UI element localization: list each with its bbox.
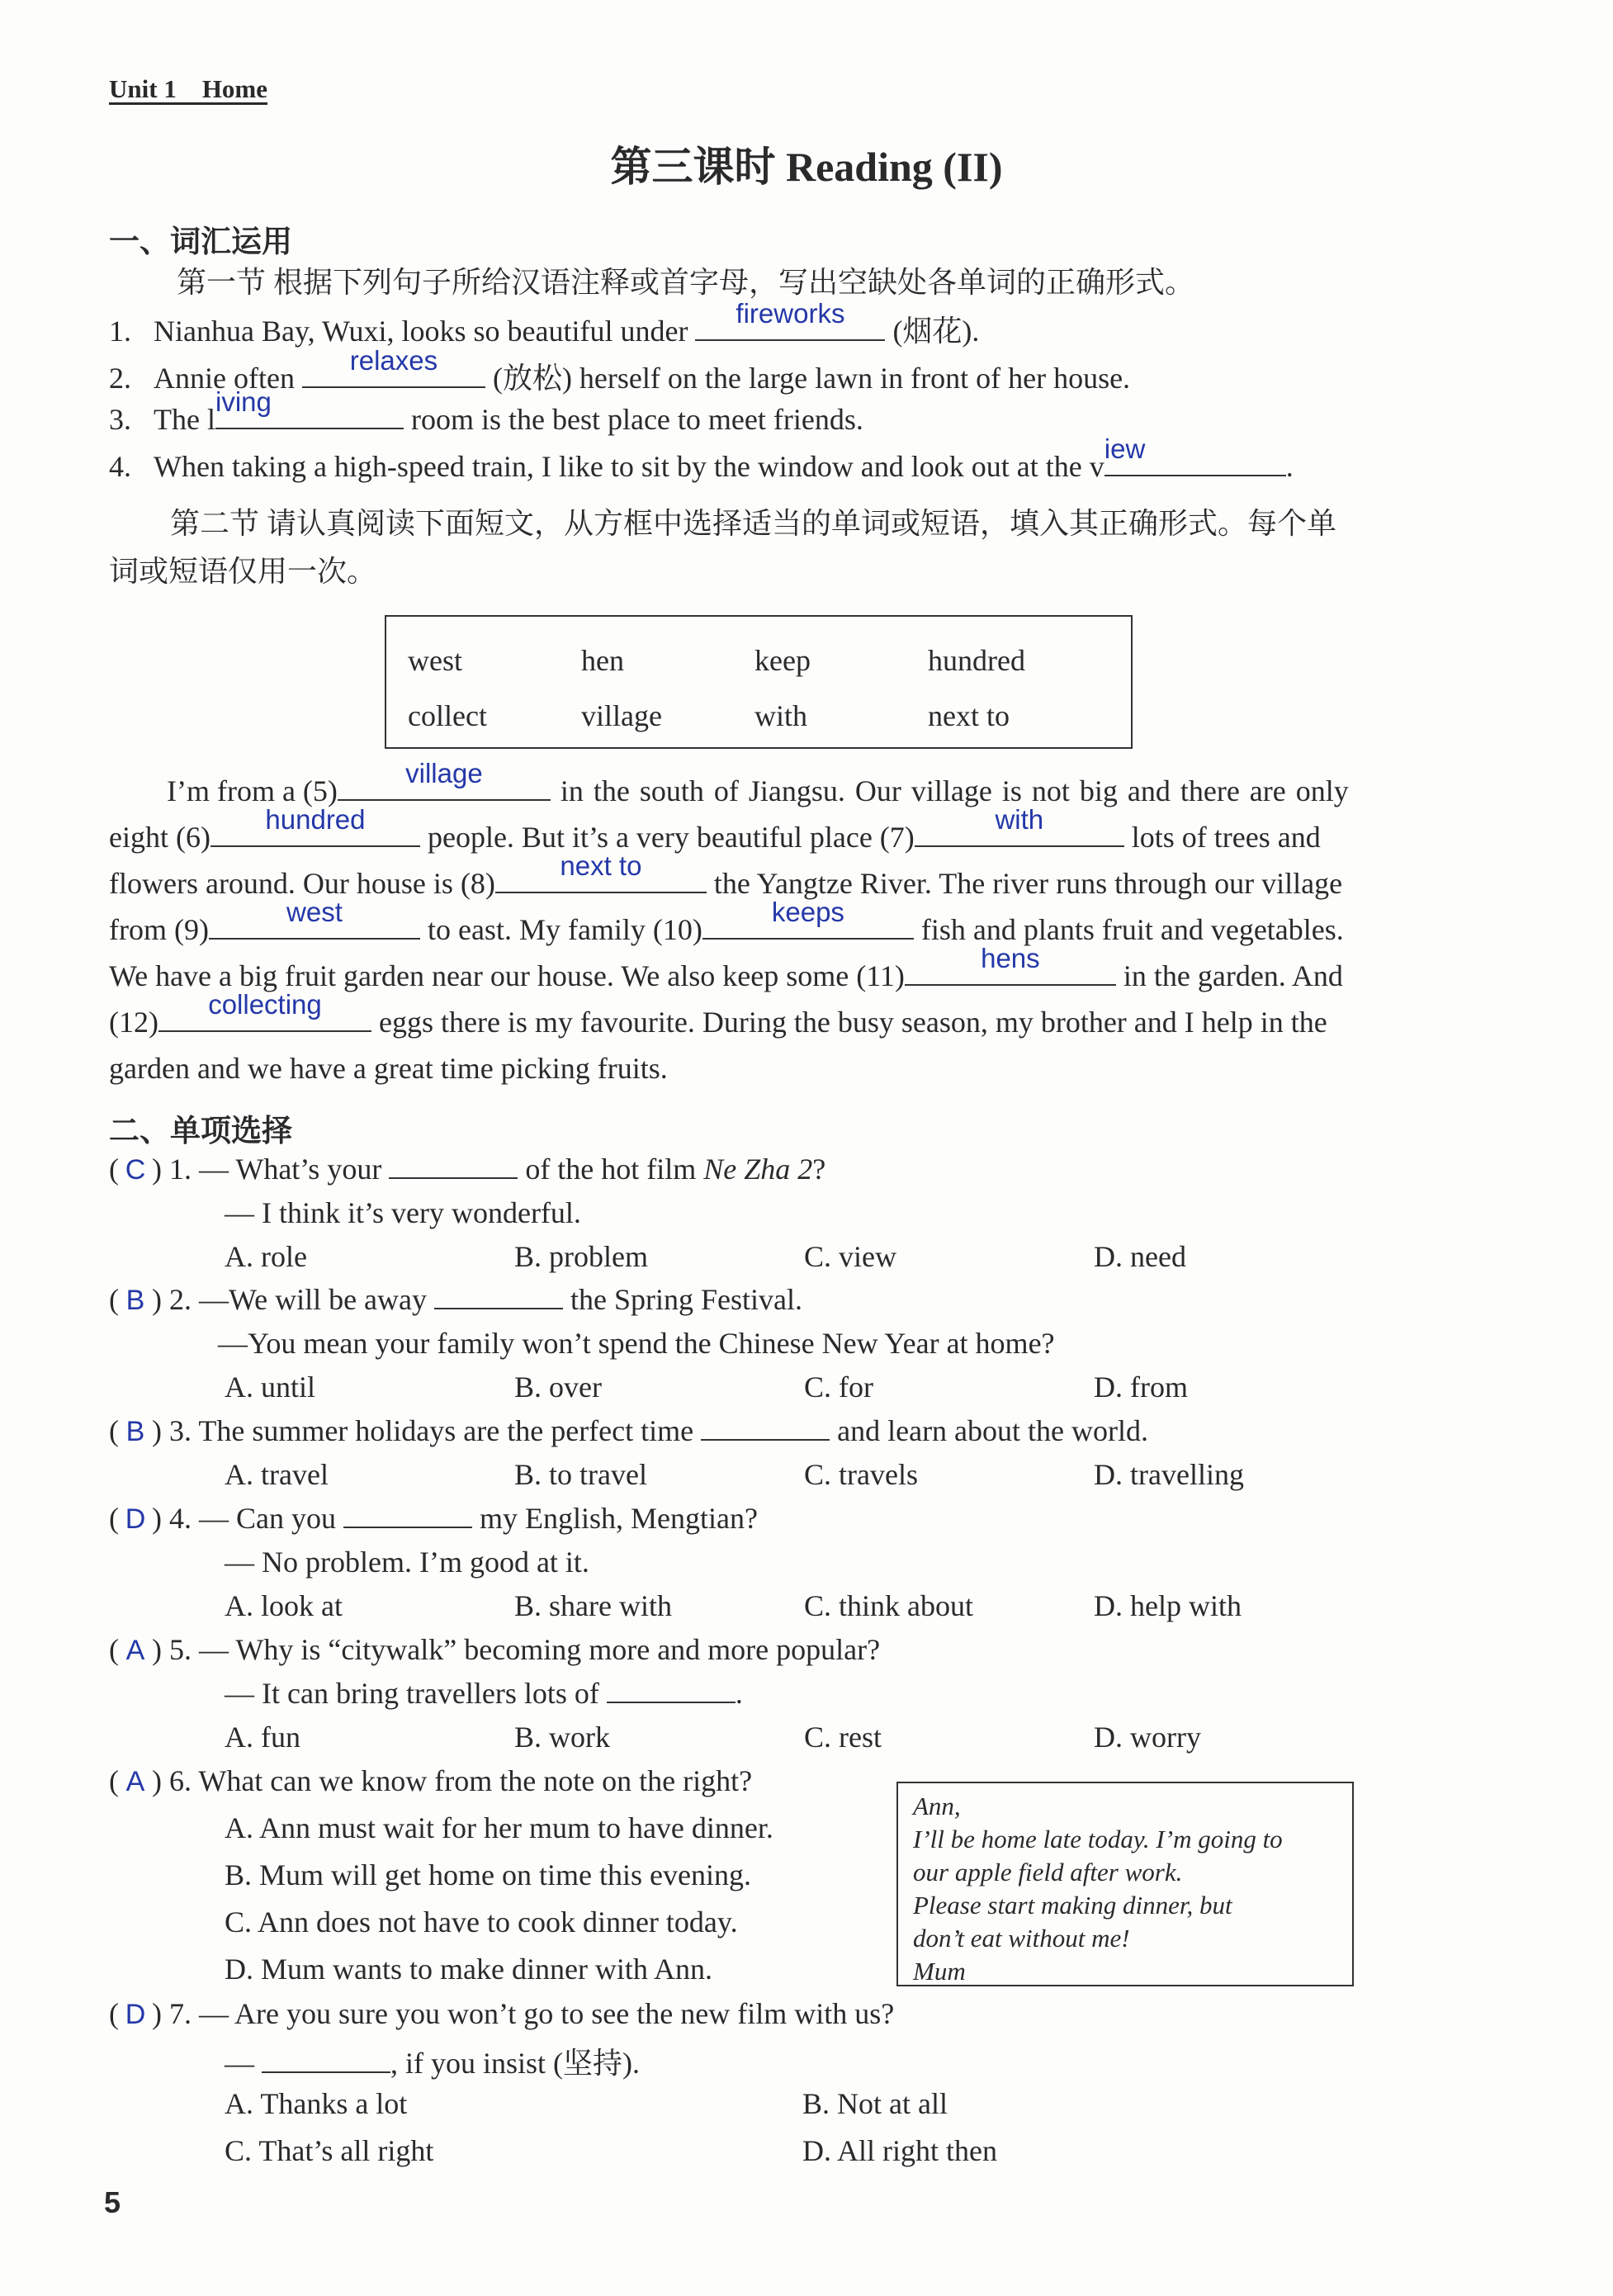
- question-3: ( B ) 3. The summer holidays are the perfect time and learn about the world.: [109, 1414, 1148, 1447]
- note-box: [896, 1782, 1354, 1986]
- option-c: C. Ann does not have to cook dinner today.: [225, 1905, 738, 1939]
- question-7: ( D ) 7. — Are you sure you won’t go to see the new film with us?: [109, 1997, 895, 2030]
- option-a: A. Ann must wait for her mum to have dinner.: [225, 1811, 773, 1844]
- option-b: B. to travel: [514, 1458, 647, 1491]
- passage-line: from (9) west to east. My family (10) keeps fish and plants fruit and vegetables.: [109, 897, 1344, 946]
- vocab-item: 3. The l iving room is the best place to meet friends.: [109, 386, 863, 436]
- answer-blank[interactable]: relaxes: [302, 362, 485, 388]
- option-c: C. travels: [804, 1458, 918, 1491]
- answer-choice[interactable]: B: [125, 1285, 145, 1316]
- option-d: D. All right then: [802, 2134, 997, 2167]
- passage-line: I’m from a (5) village in the south of Jiangsu. Our village is not big and there are only: [167, 758, 1349, 807]
- part2-instruction-cont: 词或短语仅用一次。: [109, 555, 377, 588]
- passage-line: eight (6) hundred people. But it’s a very beautiful place (7) with lots of trees and: [109, 804, 1321, 854]
- option-b: B. over: [514, 1370, 602, 1404]
- answer-blank[interactable]: iew: [1105, 450, 1286, 476]
- option-b: B. Not at all: [802, 2087, 948, 2120]
- part1-instruction: 第一节 根据下列句子所给汉语注释或首字母，写出空缺处各单词的正确形式。: [177, 266, 1195, 299]
- option-a: A. Thanks a lot: [225, 2087, 408, 2120]
- question-2: ( B ) 2. —We will be away the Spring Festival.: [109, 1283, 803, 1316]
- answer-blank[interactable]: [262, 2048, 390, 2073]
- option-d: D. help with: [1094, 1589, 1242, 1622]
- question-4-line2: — No problem. I’m good at it.: [225, 1546, 589, 1579]
- answer-blank[interactable]: [434, 1285, 563, 1309]
- word-option: keep: [754, 644, 811, 677]
- answer-blank[interactable]: [343, 1503, 472, 1528]
- option-d: D. Mum wants to make dinner with Ann.: [225, 1953, 712, 1986]
- answer-blank[interactable]: [607, 1678, 736, 1703]
- answer-choice[interactable]: D: [125, 1999, 146, 2030]
- option-a: A. until: [225, 1370, 316, 1404]
- option-a: A. travel: [225, 1458, 329, 1491]
- option-c: C. That’s all right: [225, 2134, 434, 2167]
- passage-line: We have a big fruit garden near our house. We also keep some (11) hens in the garden. And: [109, 943, 1343, 992]
- option-d: D. from: [1094, 1370, 1188, 1404]
- answer-blank[interactable]: village: [338, 774, 551, 801]
- note-line: Ann,: [913, 1792, 961, 1820]
- word-option: village: [581, 699, 662, 732]
- answer-choice[interactable]: B: [125, 1416, 145, 1447]
- answer-choice[interactable]: C: [125, 1154, 146, 1186]
- option-b: B. share with: [514, 1589, 672, 1622]
- answer-blank[interactable]: fireworks: [695, 315, 885, 341]
- answer-choice[interactable]: D: [125, 1503, 146, 1535]
- part2-instruction: 第二节 请认真阅读下面短文，从方框中选择适当的单词或短语，填入其正确形式。每个单: [170, 507, 1337, 540]
- answer-blank[interactable]: next to: [495, 867, 707, 893]
- question-6: ( A ) 6. What can we know from the note on the right?: [109, 1764, 753, 1797]
- question-1-line2: — I think it’s very wonderful.: [225, 1196, 581, 1229]
- word-option: west: [408, 644, 462, 677]
- option-c: C. rest: [804, 1721, 882, 1754]
- note-line: Mum: [913, 1957, 966, 1986]
- note-line: our apple field after work.: [913, 1858, 1183, 1887]
- page-title: 第三课时 Reading (II): [610, 144, 1003, 190]
- question-7-line2: — , if you insist (坚持).: [225, 2047, 640, 2080]
- question-5: ( A ) 5. — Why is “citywalk” becoming more and more popular?: [109, 1633, 881, 1666]
- word-option: hen: [581, 644, 624, 677]
- word-option: next to: [928, 699, 1010, 732]
- option-d: D. travelling: [1094, 1458, 1244, 1491]
- option-a: A. look at: [225, 1589, 343, 1622]
- vocab-item: 1. Nianhua Bay, Wuxi, looks so beautiful under fireworks (烟花).: [109, 298, 980, 348]
- answer-blank[interactable]: keeps: [702, 913, 914, 940]
- option-a: A. fun: [225, 1721, 300, 1754]
- question-4: ( D ) 4. — Can you my English, Mengtian?: [109, 1502, 758, 1535]
- note-line: Please start making dinner, but: [913, 1891, 1232, 1920]
- word-option: collect: [408, 699, 487, 732]
- answer-blank[interactable]: [701, 1416, 830, 1441]
- option-b: B. problem: [514, 1240, 648, 1273]
- section-heading-vocabulary: 一、词汇运用: [109, 225, 292, 259]
- page-number: 5: [104, 2185, 121, 2219]
- option-c: C. for: [804, 1370, 873, 1404]
- answer-blank[interactable]: hundred: [210, 821, 420, 847]
- option-d: D. worry: [1094, 1721, 1201, 1754]
- question-5-line2: — It can bring travellers lots of .: [225, 1677, 743, 1710]
- question-2-line2: —You mean your family won’t spend the Chinese New Year at home?: [218, 1327, 1055, 1360]
- option-c: C. view: [804, 1240, 896, 1273]
- option-b: B. Mum will get home on time this evening.: [225, 1858, 751, 1891]
- vocab-item: 2. Annie often relaxes (放松) herself on the large lawn in front of her house.: [109, 345, 1131, 395]
- note-line: I’ll be home late today. I’m going to: [913, 1825, 1283, 1853]
- option-b: B. work: [514, 1721, 610, 1754]
- section-heading-multiple-choice: 二、单项选择: [109, 1115, 292, 1148]
- option-c: C. think about: [804, 1589, 973, 1622]
- word-option: with: [754, 699, 808, 732]
- answer-blank[interactable]: iving: [215, 403, 404, 429]
- answer-choice[interactable]: A: [125, 1766, 145, 1797]
- answer-blank[interactable]: collecting: [158, 1006, 371, 1032]
- passage-line: flowers around. Our house is (8) next to the Yangtze River. The river runs through our village: [109, 850, 1343, 900]
- answer-blank[interactable]: west: [209, 913, 420, 940]
- unit-header: Unit 1 Home: [109, 74, 268, 103]
- option-a: A. role: [225, 1240, 307, 1273]
- answer-choice[interactable]: A: [125, 1635, 145, 1666]
- answer-blank[interactable]: hens: [905, 959, 1116, 986]
- vocab-item: 4. When taking a high-speed train, I like to sit by the window and look out at the v iew .: [109, 433, 1294, 483]
- note-line: don’t eat without me!: [913, 1924, 1130, 1953]
- question-1: ( C ) 1. — What’s your of the hot film Ne Zha 2?: [109, 1153, 826, 1186]
- answer-blank[interactable]: [389, 1154, 518, 1179]
- passage-line: garden and we have a great time picking fruits.: [109, 1052, 668, 1085]
- option-d: D. need: [1094, 1240, 1186, 1273]
- answer-blank[interactable]: with: [915, 821, 1124, 847]
- word-option: hundred: [928, 644, 1025, 677]
- passage-line: (12) collecting eggs there is my favourite. During the busy season, my brother and I help in the: [109, 989, 1327, 1039]
- word-box: [385, 615, 1133, 749]
